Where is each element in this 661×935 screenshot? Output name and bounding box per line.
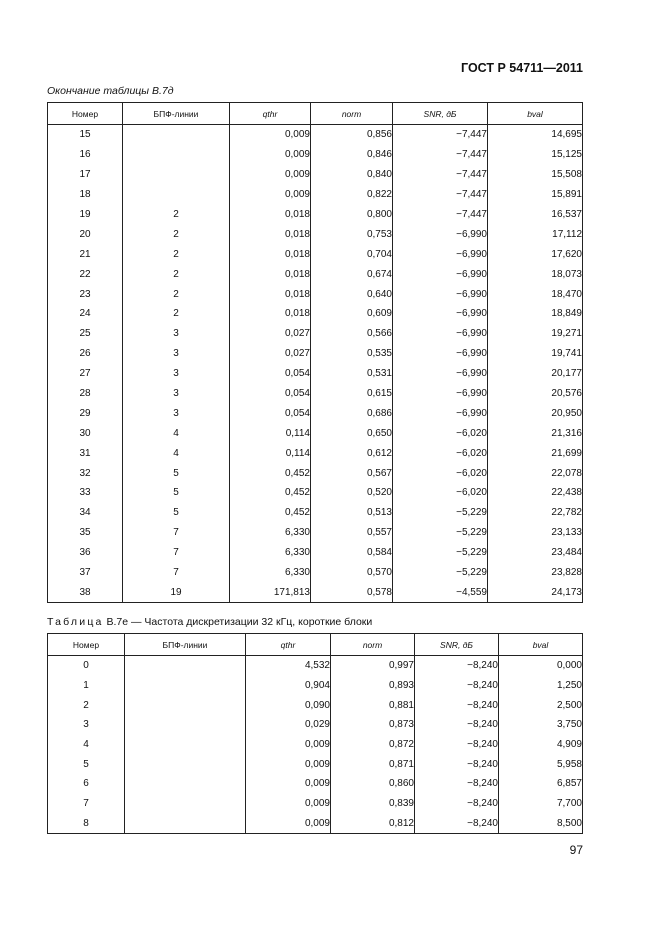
table-row (48, 794, 583, 814)
table-row (48, 304, 583, 324)
cell-qthr: 0,009 (246, 774, 331, 794)
cell-bval: 18,470 (488, 284, 583, 304)
cell-norm: 0,822 (311, 185, 393, 205)
cell-bval: 20,177 (488, 364, 583, 384)
table2-caption-text: В.7е — Частота дискретизации 32 кГц, короткие блоки (103, 616, 373, 628)
table1-col-snr: SNR, дБ (393, 103, 488, 125)
cell-snr: −5,229 (393, 563, 488, 583)
cell-number: 27 (48, 364, 123, 384)
cell-bval: 19,741 (488, 344, 583, 364)
table-row (48, 543, 583, 563)
page-number: 97 (569, 843, 583, 857)
table-row (48, 503, 583, 523)
cell-fft-lines (125, 814, 246, 834)
cell-qthr: 0,029 (246, 715, 331, 735)
cell-number: 28 (48, 384, 123, 404)
table2-col-number: Номер (48, 634, 125, 656)
table-row (48, 205, 583, 225)
cell-norm: 0,846 (311, 145, 393, 165)
table-row (48, 463, 583, 483)
table-row (48, 284, 583, 304)
table-row (48, 185, 583, 205)
cell-bval: 23,828 (488, 563, 583, 583)
table2 (47, 633, 583, 834)
cell-norm: 0,567 (311, 463, 393, 483)
cell-number: 1 (48, 676, 125, 696)
cell-norm: 0,570 (311, 563, 393, 583)
cell-fft-lines (125, 695, 246, 715)
cell-norm: 0,840 (311, 165, 393, 185)
cell-qthr: 0,452 (230, 503, 311, 523)
cell-qthr: 0,054 (230, 364, 311, 384)
cell-qthr: 171,813 (230, 582, 311, 602)
cell-qthr: 0,009 (230, 185, 311, 205)
cell-norm: 0,640 (311, 284, 393, 304)
cell-norm: 0,615 (311, 384, 393, 404)
cell-number: 23 (48, 284, 123, 304)
cell-number: 7 (48, 794, 125, 814)
table-row (48, 483, 583, 503)
cell-number: 36 (48, 543, 123, 563)
cell-bval: 16,537 (488, 205, 583, 225)
cell-number: 33 (48, 483, 123, 503)
cell-bval: 22,078 (488, 463, 583, 483)
cell-snr: −8,240 (415, 774, 499, 794)
table2-caption (47, 616, 372, 628)
table2-col-fft-lines: БПФ-линии (125, 634, 246, 656)
cell-snr: −6,990 (393, 384, 488, 404)
cell-qthr: 0,009 (230, 165, 311, 185)
cell-qthr: 0,114 (230, 423, 311, 443)
cell-qthr: 0,018 (230, 304, 311, 324)
cell-fft-lines (123, 145, 230, 165)
cell-qthr: 6,330 (230, 543, 311, 563)
cell-bval: 19,271 (488, 324, 583, 344)
cell-norm: 0,578 (311, 582, 393, 602)
cell-bval: 18,849 (488, 304, 583, 324)
cell-bval: 22,782 (488, 503, 583, 523)
table-row (48, 344, 583, 364)
cell-snr: −8,240 (415, 735, 499, 755)
cell-norm: 0,871 (331, 754, 415, 774)
cell-number: 19 (48, 205, 123, 225)
cell-norm: 0,584 (311, 543, 393, 563)
cell-bval: 8,500 (499, 814, 583, 834)
cell-fft-lines: 2 (123, 205, 230, 225)
cell-bval: 0,000 (499, 656, 583, 676)
cell-snr: −7,447 (393, 205, 488, 225)
cell-qthr: 0,090 (246, 695, 331, 715)
table1-caption: Окончание таблицы В.7д (47, 85, 174, 97)
cell-fft-lines: 3 (123, 344, 230, 364)
cell-snr: −6,990 (393, 244, 488, 264)
cell-fft-lines: 2 (123, 264, 230, 284)
cell-number: 6 (48, 774, 125, 794)
cell-fft-lines: 7 (123, 543, 230, 563)
cell-norm: 0,650 (311, 423, 393, 443)
cell-qthr: 0,054 (230, 384, 311, 404)
cell-norm: 0,513 (311, 503, 393, 523)
cell-qthr: 6,330 (230, 523, 311, 543)
cell-qthr: 0,018 (230, 224, 311, 244)
cell-bval: 4,909 (499, 735, 583, 755)
cell-number: 16 (48, 145, 123, 165)
cell-snr: −5,229 (393, 503, 488, 523)
table-row (48, 145, 583, 165)
cell-fft-lines (125, 656, 246, 676)
table-row (48, 715, 583, 735)
table-row (48, 364, 583, 384)
cell-number: 3 (48, 715, 125, 735)
cell-bval: 17,112 (488, 224, 583, 244)
cell-qthr: 0,018 (230, 205, 311, 225)
cell-bval: 15,508 (488, 165, 583, 185)
cell-norm: 0,812 (331, 814, 415, 834)
cell-snr: −6,990 (393, 264, 488, 284)
table-row (48, 563, 583, 583)
cell-number: 21 (48, 244, 123, 264)
cell-bval: 23,484 (488, 543, 583, 563)
cell-snr: −6,020 (393, 483, 488, 503)
table-row (48, 676, 583, 696)
cell-number: 2 (48, 695, 125, 715)
cell-bval: 1,250 (499, 676, 583, 696)
cell-norm: 0,753 (311, 224, 393, 244)
cell-bval: 22,438 (488, 483, 583, 503)
table-row (48, 264, 583, 284)
table-row (48, 443, 583, 463)
cell-number: 0 (48, 656, 125, 676)
cell-norm: 0,674 (311, 264, 393, 284)
cell-qthr: 0,027 (230, 324, 311, 344)
cell-snr: −7,447 (393, 145, 488, 165)
cell-snr: −7,447 (393, 125, 488, 145)
cell-snr: −8,240 (415, 814, 499, 834)
cell-number: 25 (48, 324, 123, 344)
cell-snr: −8,240 (415, 794, 499, 814)
cell-bval: 17,620 (488, 244, 583, 264)
cell-norm: 0,881 (331, 695, 415, 715)
table1-col-number: Номер (48, 103, 123, 125)
cell-norm: 0,893 (331, 676, 415, 696)
cell-fft-lines: 2 (123, 244, 230, 264)
cell-norm: 0,612 (311, 443, 393, 463)
cell-qthr: 0,009 (246, 735, 331, 755)
cell-qthr: 0,009 (246, 814, 331, 834)
cell-qthr: 0,114 (230, 443, 311, 463)
cell-fft-lines: 4 (123, 443, 230, 463)
cell-number: 24 (48, 304, 123, 324)
cell-fft-lines: 2 (123, 224, 230, 244)
table-row (48, 754, 583, 774)
cell-bval: 21,699 (488, 443, 583, 463)
cell-number: 32 (48, 463, 123, 483)
table1-col-bval: bval (488, 103, 583, 125)
cell-norm: 0,531 (311, 364, 393, 384)
cell-fft-lines (125, 774, 246, 794)
cell-snr: −8,240 (415, 715, 499, 735)
cell-norm: 0,873 (331, 715, 415, 735)
table1 (47, 102, 583, 603)
cell-number: 30 (48, 423, 123, 443)
cell-bval: 15,891 (488, 185, 583, 205)
table1-col-norm: norm (311, 103, 393, 125)
cell-fft-lines: 3 (123, 324, 230, 344)
table-row (48, 244, 583, 264)
cell-qthr: 0,452 (230, 463, 311, 483)
cell-bval: 6,857 (499, 774, 583, 794)
cell-snr: −5,229 (393, 543, 488, 563)
table-row (48, 125, 583, 145)
cell-norm: 0,800 (311, 205, 393, 225)
cell-number: 37 (48, 563, 123, 583)
cell-norm: 0,860 (331, 774, 415, 794)
cell-norm: 0,535 (311, 344, 393, 364)
cell-snr: −6,020 (393, 443, 488, 463)
cell-norm: 0,839 (331, 794, 415, 814)
cell-snr: −6,990 (393, 344, 488, 364)
cell-snr: −6,990 (393, 284, 488, 304)
cell-bval: 3,750 (499, 715, 583, 735)
cell-snr: −7,447 (393, 165, 488, 185)
cell-fft-lines: 5 (123, 503, 230, 523)
cell-snr: −8,240 (415, 754, 499, 774)
cell-bval: 20,576 (488, 384, 583, 404)
cell-snr: −4,559 (393, 582, 488, 602)
cell-fft-lines: 2 (123, 304, 230, 324)
table-row (48, 695, 583, 715)
table1-col-qthr: qthr (230, 103, 311, 125)
cell-qthr: 0,009 (230, 145, 311, 165)
cell-snr: −6,020 (393, 463, 488, 483)
cell-fft-lines: 7 (123, 523, 230, 543)
table2-col-norm: norm (331, 634, 415, 656)
table-row (48, 403, 583, 423)
cell-fft-lines: 5 (123, 483, 230, 503)
cell-fft-lines: 4 (123, 423, 230, 443)
table1-body (48, 125, 583, 603)
cell-bval: 18,073 (488, 264, 583, 284)
cell-number: 18 (48, 185, 123, 205)
table-row (48, 735, 583, 755)
table-row (48, 423, 583, 443)
table-row (48, 656, 583, 676)
cell-bval: 24,173 (488, 582, 583, 602)
cell-snr: −6,990 (393, 304, 488, 324)
cell-snr: −7,447 (393, 185, 488, 205)
table-row (48, 224, 583, 244)
cell-fft-lines (125, 715, 246, 735)
cell-number: 34 (48, 503, 123, 523)
cell-norm: 0,520 (311, 483, 393, 503)
cell-norm: 0,686 (311, 403, 393, 423)
cell-number: 35 (48, 523, 123, 543)
table-row (48, 582, 583, 602)
table-row (48, 165, 583, 185)
cell-qthr: 0,018 (230, 244, 311, 264)
cell-number: 20 (48, 224, 123, 244)
cell-number: 22 (48, 264, 123, 284)
cell-fft-lines (123, 125, 230, 145)
table-row (48, 523, 583, 543)
cell-number: 17 (48, 165, 123, 185)
cell-norm: 0,609 (311, 304, 393, 324)
cell-snr: −6,990 (393, 224, 488, 244)
cell-snr: −6,020 (393, 423, 488, 443)
cell-qthr: 0,009 (246, 754, 331, 774)
cell-fft-lines (125, 794, 246, 814)
table-row (48, 384, 583, 404)
cell-qthr: 4,532 (246, 656, 331, 676)
cell-norm: 0,566 (311, 324, 393, 344)
cell-qthr: 0,018 (230, 284, 311, 304)
cell-fft-lines: 5 (123, 463, 230, 483)
cell-number: 26 (48, 344, 123, 364)
table-row (48, 814, 583, 834)
cell-snr: −5,229 (393, 523, 488, 543)
cell-number: 8 (48, 814, 125, 834)
cell-qthr: 0,452 (230, 483, 311, 503)
cell-fft-lines: 19 (123, 582, 230, 602)
cell-norm: 0,557 (311, 523, 393, 543)
cell-bval: 5,958 (499, 754, 583, 774)
cell-snr: −8,240 (415, 656, 499, 676)
cell-fft-lines: 2 (123, 284, 230, 304)
cell-norm: 0,704 (311, 244, 393, 264)
cell-fft-lines: 3 (123, 403, 230, 423)
cell-norm: 0,856 (311, 125, 393, 145)
cell-qthr: 0,027 (230, 344, 311, 364)
table2-col-bval: bval (499, 634, 583, 656)
cell-qthr: 0,009 (230, 125, 311, 145)
cell-bval: 21,316 (488, 423, 583, 443)
cell-bval: 2,500 (499, 695, 583, 715)
cell-snr: −6,990 (393, 324, 488, 344)
cell-number: 38 (48, 582, 123, 602)
cell-fft-lines (125, 735, 246, 755)
cell-fft-lines (125, 676, 246, 696)
cell-fft-lines: 3 (123, 384, 230, 404)
cell-snr: −8,240 (415, 676, 499, 696)
cell-number: 31 (48, 443, 123, 463)
cell-norm: 0,872 (331, 735, 415, 755)
cell-bval: 20,950 (488, 403, 583, 423)
table2-body (48, 656, 583, 834)
cell-qthr: 0,054 (230, 403, 311, 423)
cell-fft-lines (123, 165, 230, 185)
table-row (48, 324, 583, 344)
table2-col-snr: SNR, дБ (415, 634, 499, 656)
cell-fft-lines (125, 754, 246, 774)
table1-header-row (48, 103, 583, 125)
cell-snr: −8,240 (415, 695, 499, 715)
cell-qthr: 0,904 (246, 676, 331, 696)
document-code: ГОСТ Р 54711—2011 (461, 61, 583, 75)
table2-caption-prefix: Таблица (47, 616, 104, 628)
table2-header-row (48, 634, 583, 656)
table-row (48, 774, 583, 794)
cell-snr: −6,990 (393, 403, 488, 423)
cell-fft-lines: 7 (123, 563, 230, 583)
cell-snr: −6,990 (393, 364, 488, 384)
cell-qthr: 0,009 (246, 794, 331, 814)
cell-bval: 23,133 (488, 523, 583, 543)
cell-qthr: 6,330 (230, 563, 311, 583)
cell-fft-lines: 3 (123, 364, 230, 384)
cell-number: 4 (48, 735, 125, 755)
cell-norm: 0,997 (331, 656, 415, 676)
cell-number: 15 (48, 125, 123, 145)
cell-qthr: 0,018 (230, 264, 311, 284)
cell-bval: 7,700 (499, 794, 583, 814)
cell-fft-lines (123, 185, 230, 205)
table2-col-qthr: qthr (246, 634, 331, 656)
cell-number: 5 (48, 754, 125, 774)
cell-bval: 14,695 (488, 125, 583, 145)
table1-col-fft-lines: БПФ-линии (123, 103, 230, 125)
cell-number: 29 (48, 403, 123, 423)
cell-bval: 15,125 (488, 145, 583, 165)
